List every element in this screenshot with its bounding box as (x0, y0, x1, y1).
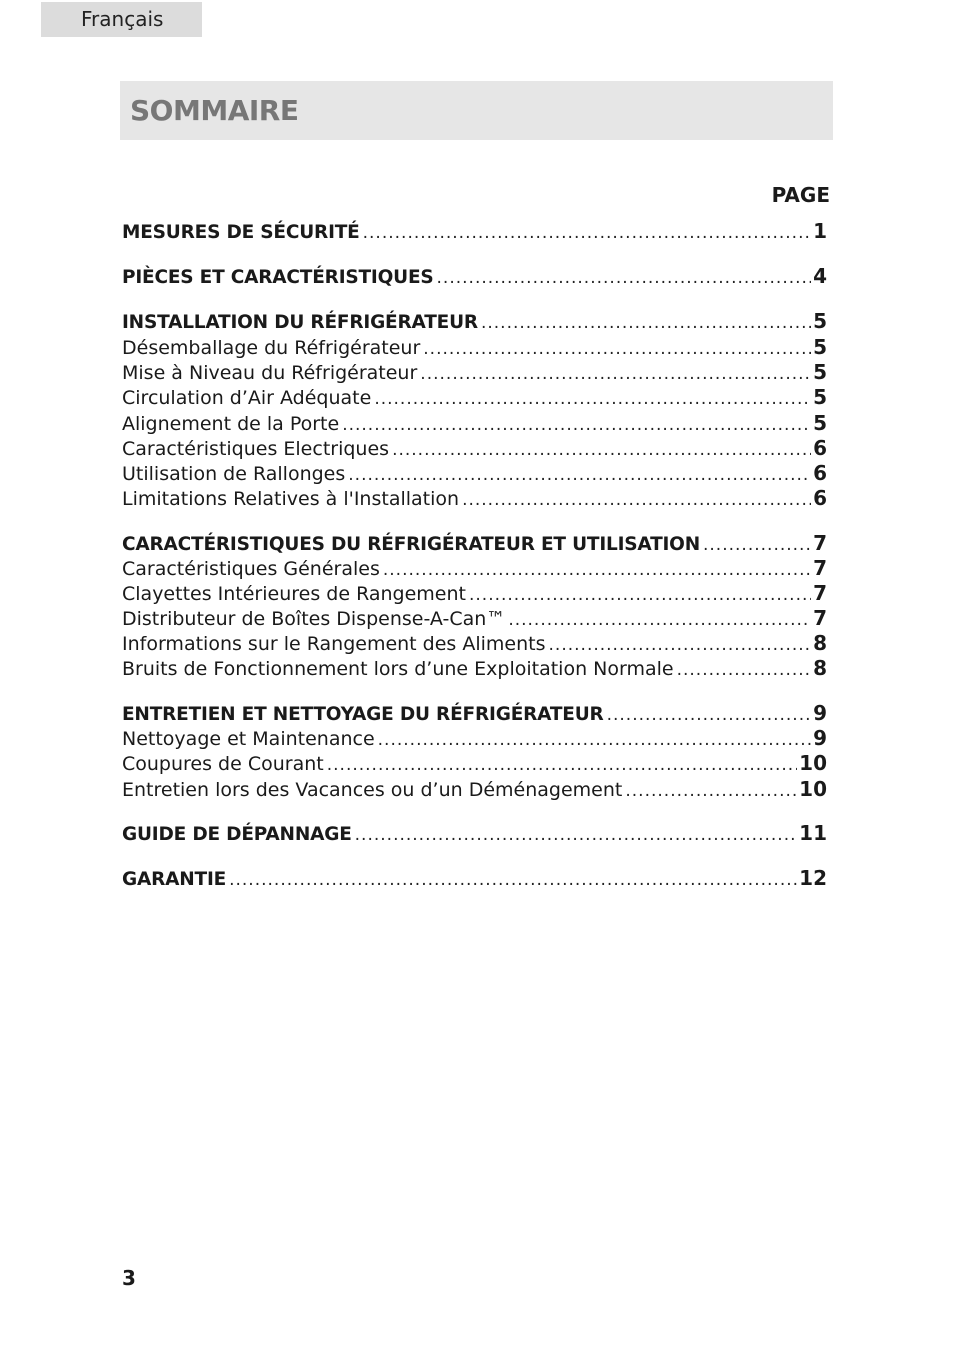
leader-dots (437, 265, 812, 291)
toc-entry-label: CARACTÉRISTIQUES DU RÉFRIGÉRATEUR ET UTILISATION (122, 534, 700, 555)
toc-entry-label: Caractéristiques Electriques (122, 438, 390, 460)
toc-entry-label: GARANTIE (122, 869, 227, 890)
toc-entry-page: 8 (813, 656, 827, 680)
toc-entry-page: 6 (813, 461, 827, 485)
toc-entry-label: GUIDE DE DÉPANNAGE (122, 824, 352, 845)
toc-entry[interactable] (122, 865, 827, 891)
toc-entry-page: 6 (813, 486, 827, 510)
toc-entry[interactable] (122, 630, 827, 656)
toc-entry[interactable] (122, 308, 827, 334)
toc-entry-page: 7 (813, 606, 827, 630)
toc-entry-page: 8 (813, 631, 827, 655)
toc-entry-label: Limitations Relatives à l'Installation (122, 488, 460, 510)
leader-dots (677, 657, 811, 683)
toc-entry-page: 5 (813, 411, 827, 435)
page-column-label: PAGE (771, 183, 830, 207)
toc-entry-label: Désemballage du Réfrigérateur (122, 337, 421, 359)
toc-entry-page: 5 (813, 309, 827, 333)
toc-entry[interactable] (122, 580, 827, 606)
toc-entry[interactable] (122, 776, 827, 802)
toc-entry-label: Caractéristiques Générales (122, 558, 380, 580)
toc-entry-page: 7 (813, 556, 827, 580)
toc-entry[interactable] (122, 820, 827, 846)
page-title: SOMMAIRE (130, 94, 299, 127)
toc-entry[interactable] (122, 485, 827, 511)
toc-entry[interactable] (122, 460, 827, 486)
leader-dots (374, 386, 811, 412)
toc-entry-page: 10 (799, 777, 827, 801)
toc-entry-label: Alignement de la Porte (122, 413, 340, 435)
toc-entry[interactable] (122, 359, 827, 385)
toc-entry-label: Coupures de Courant (122, 753, 324, 775)
toc-entry-label: Mise à Niveau du Réfrigérateur (122, 362, 418, 384)
toc-entry[interactable] (122, 700, 827, 726)
toc-entry-page: 9 (813, 726, 827, 750)
leader-dots (625, 778, 797, 804)
leader-dots (462, 487, 811, 513)
toc-entry-label: Bruits de Fonctionnement lors d’une Exploitation Normale (122, 658, 674, 680)
toc-entry-page: 10 (799, 751, 827, 775)
toc-entry-label: ENTRETIEN ET NETTOYAGE DU RÉFRIGÉRATEUR (122, 704, 604, 725)
leader-dots (481, 310, 811, 336)
toc-entry[interactable] (122, 725, 827, 751)
toc-entry[interactable] (122, 750, 827, 776)
toc-entry[interactable] (122, 218, 827, 244)
toc-entry[interactable] (122, 410, 827, 436)
toc-entry-label: INSTALLATION DU RÉFRIGÉRATEUR (122, 312, 478, 333)
toc-entry-page: 12 (799, 866, 827, 890)
toc-entry[interactable] (122, 555, 827, 581)
language-tab: Français (41, 2, 202, 37)
toc-entry-page: 5 (813, 385, 827, 409)
page-number: 3 (122, 1266, 136, 1290)
toc-entry-label: PIÈCES ET CARACTÉRISTIQUES (122, 267, 434, 288)
toc-entry[interactable] (122, 530, 827, 556)
toc-entry[interactable] (122, 384, 827, 410)
toc-entry-page: 6 (813, 436, 827, 460)
toc-entry-label: MESURES DE SÉCURITÉ (122, 222, 360, 243)
toc-entry-label: Clayettes Intérieures de Rangement (122, 583, 466, 605)
toc-entry-label: Distributeur de Boîtes Dispense-A-Can™ (122, 608, 506, 630)
toc-entry[interactable] (122, 655, 827, 681)
toc-entry-label: Utilisation de Rallonges (122, 463, 346, 485)
toc-entry-page: 4 (813, 264, 827, 288)
toc-entry-page: 7 (813, 581, 827, 605)
toc-entry-label: Nettoyage et Maintenance (122, 728, 375, 750)
leader-dots (229, 867, 797, 893)
toc-entry[interactable] (122, 263, 827, 289)
toc-entry-label: Circulation d’Air Adéquate (122, 387, 372, 409)
toc-entry[interactable] (122, 334, 827, 360)
toc-entry-page: 5 (813, 360, 827, 384)
toc-entry-page: 11 (799, 821, 827, 845)
leader-dots (327, 752, 797, 778)
leader-dots (363, 220, 811, 246)
toc-entry-label: Entretien lors des Vacances ou d’un Déménagement (122, 779, 623, 801)
toc-entry[interactable] (122, 605, 827, 631)
title-banner (120, 81, 833, 140)
toc-entry[interactable] (122, 435, 827, 461)
toc-entry-page: 7 (813, 531, 827, 555)
toc-entry-label: Informations sur le Rangement des Aliments (122, 633, 546, 655)
toc-entry-page: 5 (813, 335, 827, 359)
leader-dots (355, 822, 798, 848)
toc-entry-page: 1 (813, 219, 827, 243)
toc-entry-page: 9 (813, 701, 827, 725)
